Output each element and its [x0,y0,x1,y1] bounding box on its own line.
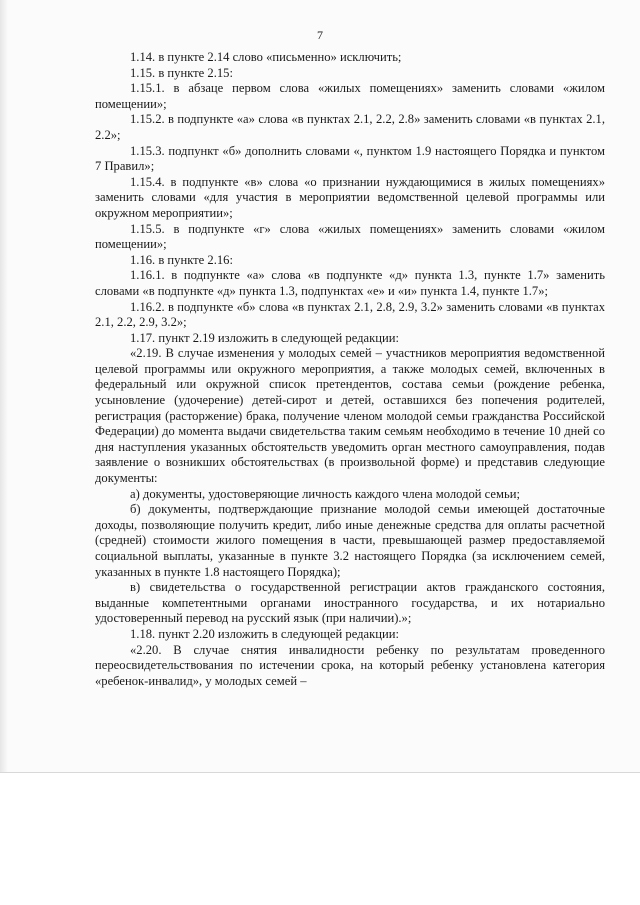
paragraph: 1.15.4. в подпункте «в» слова «о признании нуждающимися в жилых помещениях» заменить словами «для участия в мероприятии ведомственной целевой программы или окружном мероприятии»; [95,174,605,220]
paragraph: 1.18. пункт 2.20 изложить в следующей редакции: [130,626,399,641]
paragraph: а) документы, удостоверяющие личность каждого члена молодой семьи; [130,486,520,501]
paragraph: 1.16.1. в подпункте «а» слова «в подпункте «д» пункта 1.3, пункте 1.7» заменить словами «в подпункте «д» пункта 1.3, подпунктах «е» и «и» пункта 1.4, пункте 1.7»; [95,268,605,298]
paragraph: 1.15.1. в абзаце первом слова «жилых помещениях» заменить словами «жилом помещении»; [95,81,605,111]
paragraph: 1.15.2. в подпункте «а» слова «в пунктах 2.1, 2.2, 2.8» заменить словами «в пунктах 2.1, 2.2»; [95,112,605,142]
paragraph: 1.16.2. в подпункте «б» слова «в пунктах 2.1, 2.8, 2.9, 3.2» заменить словами «в пунктах 2.1, 2.2, 2.9, 3.2»; [95,299,605,330]
paragraph: б) документы, подтверждающие признание молодой семьи имеющей достаточные доходы, позволяющие получить кредит, либо иные денежные средства для оплаты расчетной (средней) стоимости жилого помещения в части, превышающей размер предоставляемой социальной выплаты, указанные в пункте 3.2 настоящего Порядка (за исключением семей, указанных в пункте 1.8 настоящего Порядка); [95,502,605,579]
scan-edge-shadow [0,0,8,772]
paragraph: 1.15.5. в подпункте «г» слова «жилых помещениях» заменить словами «жилом помещении»; [95,221,605,252]
paragraph: 1.17. пункт 2.19 изложить в следующей редакции: [130,330,399,345]
paragraph: 1.16. в пункте 2.16: [130,252,233,267]
paragraph: в) свидетельства о государственной регистрации актов гражданского состояния, выданные компетентными органами иностранного государства, и их нотариально удостоверенный перевод на русский язык (при наличии).»; [95,580,605,626]
paragraph: 1.15. в пункте 2.15: [130,65,233,80]
paragraph: «2.19. В случае изменения у молодых семей – участников мероприятия ведомственной целевой программы или окружного мероприятия, а также молодых семей, включенных в федеральный или окружной список претендентов, состава семьи (рождение ребенка, усыновление (удочерение) детей-сирот и детей, оставшихся без попечения родителей, регистрация (расторжение) брака, получение членом молодой семьи гражданства Российской Федерации) до момента выдачи свидетельства таким семьям необходимо в течение 10 дней со дня наступления указанных обстоятельств уведомить орган местного самоуправления, подав заявление о возникших обстоятельствах (в произвольной форме) и представив следующие документы: [95,346,605,486]
paragraph: «2.20. В случае снятия инвалидности ребенку по результатам проведенного переосвидетельствования по истечении срока, на который ребенку установлена категория «ребенок-инвалид», у молодых семей – [95,642,605,688]
paragraph: 1.15.3. подпункт «б» дополнить словами «, пунктом 1.9 настоящего Порядка и пунктом 7 Правил»; [95,143,605,174]
paragraph: 1.14. в пункте 2.14 слово «письменно» исключить; [130,50,402,64]
document-body [95,50,605,689]
page-number: 7 [317,28,323,42]
